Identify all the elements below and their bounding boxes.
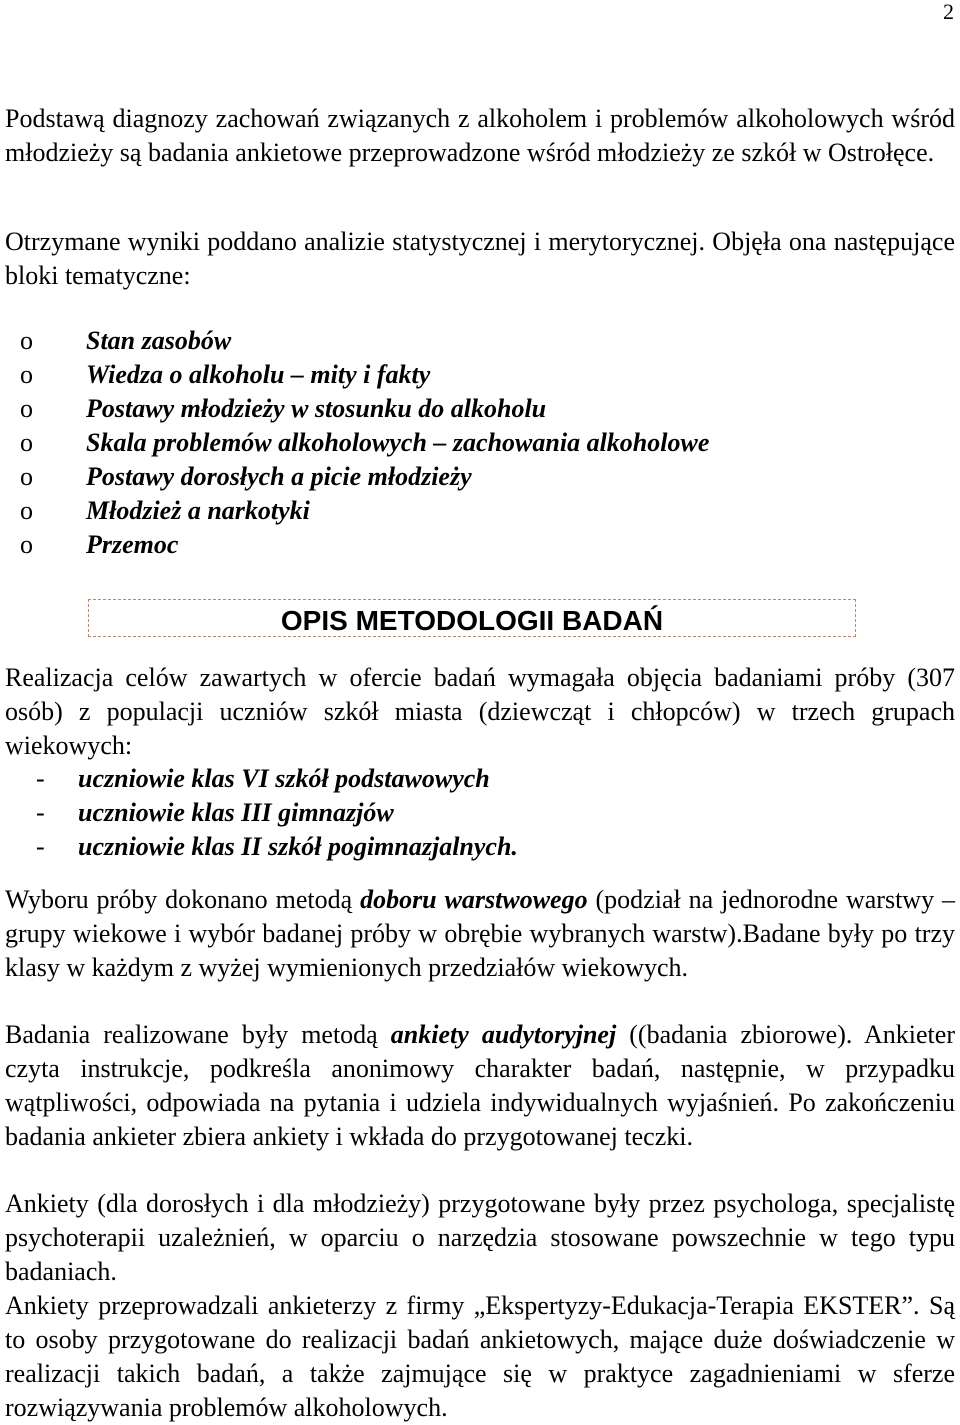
- dash-icon: -: [36, 764, 45, 793]
- bullet-icon: o: [20, 360, 33, 389]
- sample-paragraph: Realizacja celów zawartych w ofercie badań wymagała objęcia badaniami próby (307 osób) z populacji uczniów szkół miasta (dziewcząt i chłopców) w trzech grupach wiekowych:: [5, 663, 955, 760]
- survey-method-emphasis: ankiety audytoryjnej: [390, 1020, 617, 1049]
- page-number: 2: [943, 0, 954, 24]
- bullet-icon: o: [20, 326, 33, 355]
- bullet-icon: o: [20, 530, 33, 559]
- bullet-icon: o: [20, 428, 33, 457]
- topic-item: [20, 324, 709, 358]
- topic-item: [20, 460, 709, 494]
- age-group-item: [5, 796, 518, 830]
- intro-paragraph: Podstawą diagnozy zachowań związanych z alkoholem i problemów alkoholowych wśród młodzieży są badania ankietowe przeprowadzone wśród młodzieży ze szkół w Ostrołęce.: [5, 104, 955, 167]
- age-group-label: uczniowie klas II szkół pogimnazjalnych.: [78, 832, 518, 861]
- topic-label: Wiedza o alkoholu – mity i fakty: [86, 360, 431, 389]
- sampling-paragraph: [5, 883, 955, 985]
- pollsters-paragraph: Ankiety przeprowadzali ankieterzy z firmy „Ekspertyzy-Edukacja-Terapia EKSTER”. Są to osoby przygotowane do realizacji badań ankietowych, mające duże doświadczenie w realizacji takich badań, a także zajmujące się w praktyce zagadnieniami w sferze rozwiązywania problemów alkoholowych.: [5, 1291, 955, 1422]
- age-group-item: [5, 762, 518, 796]
- topic-item: [20, 528, 709, 562]
- method-text-end: ((badania zbiorowe). Ankieter czyta instrukcje, podkreśla anonimowy charakter badań, następnie, w przypadku wątpliwości, odpowiada na pytania i udziela indywidualnych wyjaśnień. Po zakończeniu badania ankieter zbiera ankiety i wkłada do przygotowanej teczki.: [5, 1020, 955, 1151]
- topic-item: [20, 392, 709, 426]
- age-group-list: [5, 762, 518, 864]
- age-group-label: uczniowie klas VI szkół podstawowych: [78, 764, 490, 793]
- age-group-label: uczniowie klas III gimnazjów: [78, 798, 394, 827]
- sampling-text-start: Wyboru próby dokonano metodą: [5, 885, 361, 914]
- section-heading: OPIS METODOLOGII BADAŃ: [280, 605, 664, 636]
- analysis-paragraph: Otrzymane wyniki poddano analizie statystycznej i merytorycznej. Objęła ona następujące bloki tematyczne:: [5, 227, 955, 290]
- bullet-icon: o: [20, 462, 33, 491]
- topic-item: [20, 494, 709, 528]
- dash-icon: -: [36, 832, 45, 861]
- topic-item: [20, 426, 709, 460]
- bullet-icon: o: [20, 394, 33, 423]
- dash-icon: -: [36, 798, 45, 827]
- topic-label: Młodzież a narkotyki: [86, 496, 310, 525]
- sampling-text-end: (podział na jednorodne warstwy – grupy wiekowe i wybór badanej próby w obrębie wybranych warstw).Badane były po trzy klasy w każdym z wyżej wymienionych przedziałów wiekowych.: [5, 885, 955, 982]
- topic-label: Stan zasobów: [86, 326, 232, 355]
- survey-method-paragraph: [5, 1018, 955, 1154]
- topic-item: [20, 358, 709, 392]
- age-group-item: [5, 830, 518, 864]
- bullet-icon: o: [20, 496, 33, 525]
- sampling-method-emphasis: doboru warstwowego: [360, 885, 588, 914]
- questionnaire-paragraph: Ankiety (dla dorosłych i dla młodzieży) przygotowane były przez psychologa, specjalistę psychoterapii uzależnień, w oparciu o narzędzia stosowane powszechnie w tego typu badaniach.: [5, 1189, 955, 1286]
- topic-label: Przemoc: [86, 530, 179, 559]
- topic-list: [20, 324, 709, 562]
- topic-label: Postawy młodzieży w stosunku do alkoholu: [86, 394, 547, 423]
- topic-label: Postawy dorosłych a picie młodzieży: [86, 462, 472, 491]
- method-text-start: Badania realizowane były metodą: [5, 1020, 391, 1049]
- topic-label: Skala problemów alkoholowych – zachowania alkoholowe: [86, 428, 710, 457]
